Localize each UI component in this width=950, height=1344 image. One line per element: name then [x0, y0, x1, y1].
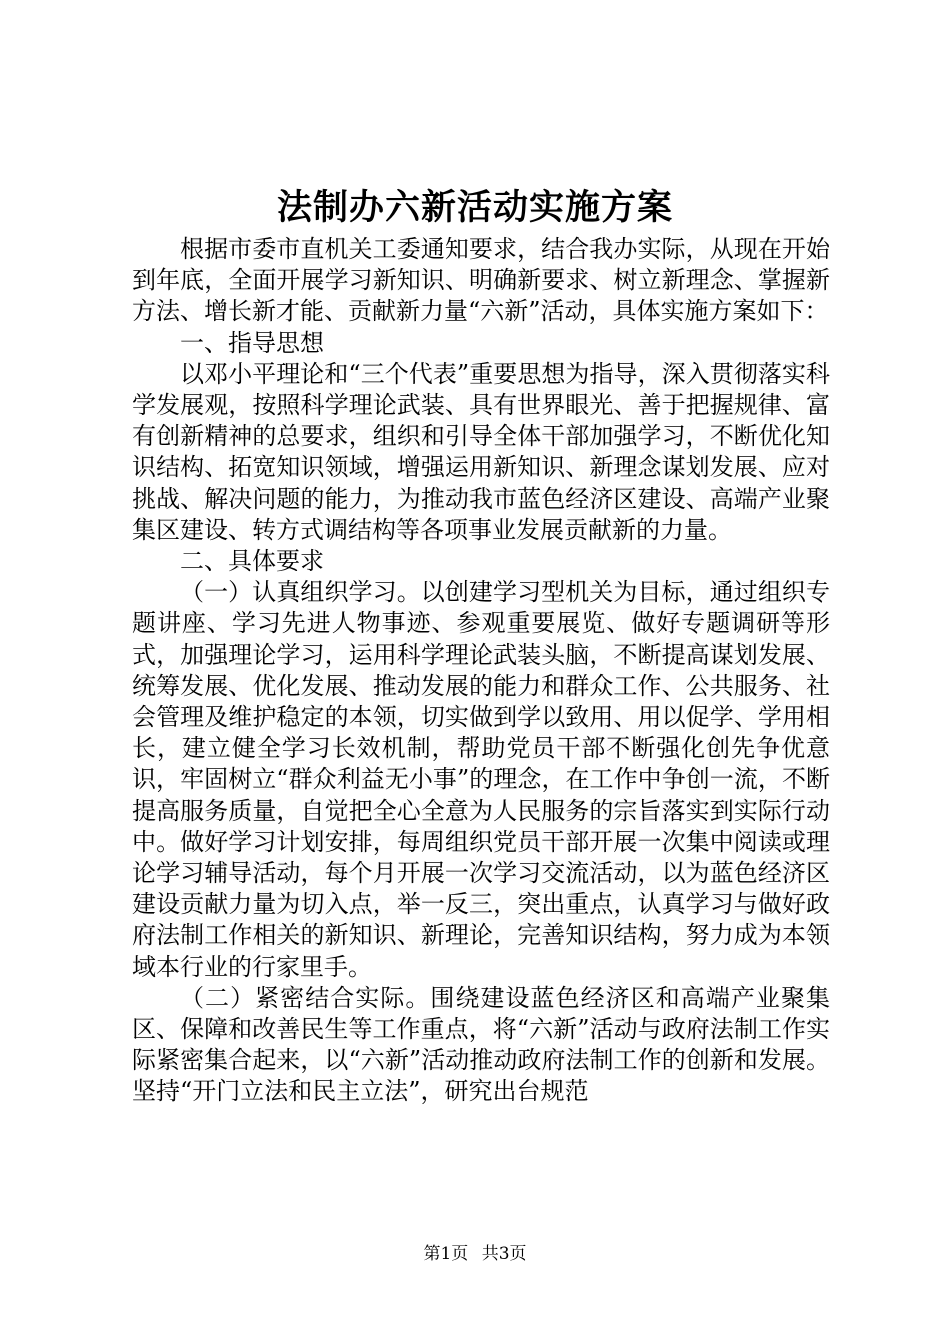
paragraph-intro: 根据市委市直机关工委通知要求，结合我办实际，从现在开始到年底，全面开展学习新知识、明确新要求、树立新理念、掌握新方法、增长新才能、贡献新力量“六新”活动，具体实施方案如下： — [132, 235, 830, 326]
paragraph-requirement-2: （二）紧密结合实际。围绕建设蓝色经济区和高端产业聚集区、保障和改善民生等工作重点，将“六新”活动与政府法制工作实际紧密集合起来，以“六新”活动推动政府法制工作的创新和发展。坚持“开门立法和民主立法”，研究出台规范 — [132, 983, 830, 1106]
paragraph-requirement-1: （一）认真组织学习。以创建学习型机关为目标，通过组织专题讲座、学习先进人物事迹、参观重要展览、做好专题调研等形式，加强理论学习，运用科学理论武装头脑，不断提高谋划发展、统筹发展、优化发展、推动发展的能力和群众工作、公共服务、社会管理及维护稳定的本领，切实做到学以致用、用以促学、学用相长，建立健全学习长效机制，帮助党员干部不断强化创先争优意识，牢固树立“群众利益无小事”的理念，在工作中争创一流，不断提高服务质量，自觉把全心全意为人民服务的宗旨落实到实际行动中。做好学习计划安排，每周组织党员干部开展一次集中阅读或理论学习辅导活动，每个月开展一次学习交流活动，以为蓝色经济区建设贡献力量为切入点，举一反三，突出重点，认真学习与做好政府法制工作相关的新知识、新理论，完善知识结构，努力成为本领域本行业的行家里手。 — [132, 578, 830, 981]
page-number: 第1页 — [423, 1244, 469, 1264]
page-total: 共3页 — [481, 1244, 527, 1264]
document-body — [132, 234, 830, 1108]
paragraph-guiding-thought: 以邓小平理论和“三个代表”重要思想为指导，深入贯彻落实科学发展观，按照科学理论武装、具有世界眼光、善于把握规律、富有创新精神的总要求，组织和引导全体干部加强学习，不断优化知识结构、拓宽知识领域，增强运用新知识、新理念谋划发展、应对挑战、解决问题的能力，为推动我市蓝色经济区建设、高端产业聚集区建设、转方式调结构等各项事业发展贡献新的力量。 — [132, 359, 830, 544]
page-footer — [0, 1242, 950, 1266]
section-heading-guiding-thought: 一、指导思想 — [180, 328, 324, 357]
document-title: 法制办六新活动实施方案 — [276, 187, 673, 228]
section-heading-requirements: 二、具体要求 — [180, 547, 324, 576]
